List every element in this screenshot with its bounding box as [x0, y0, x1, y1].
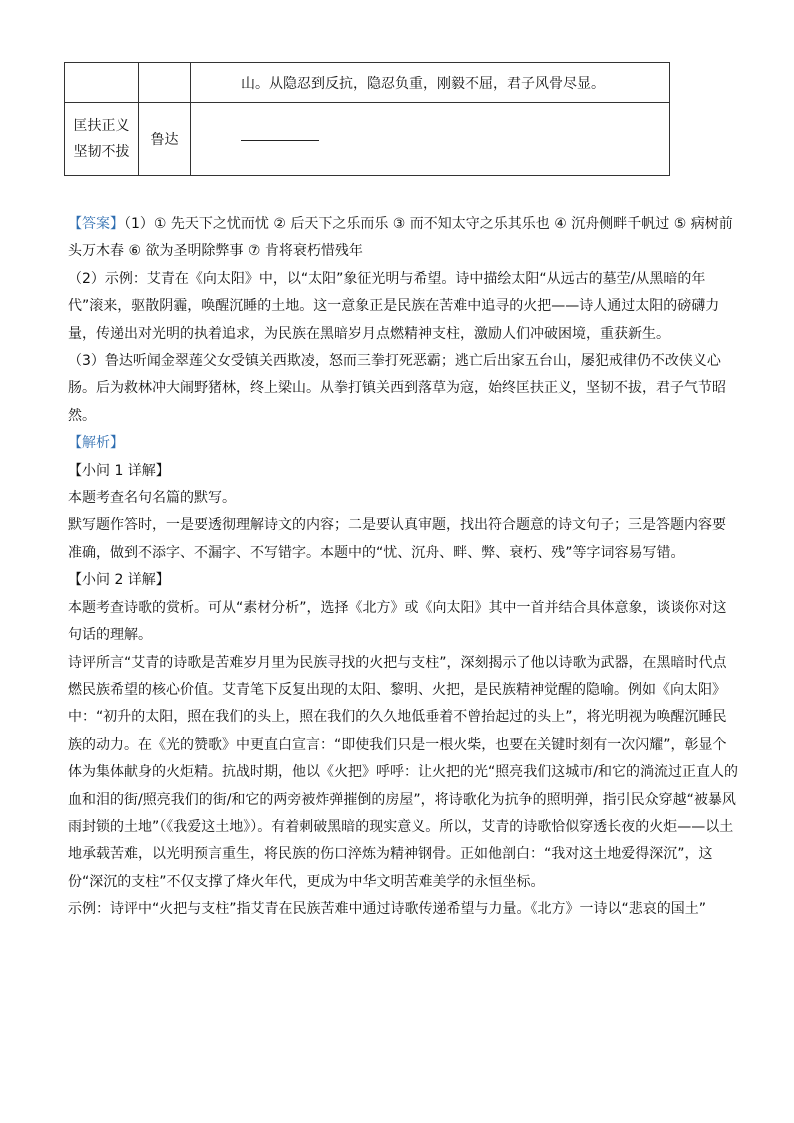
cell-text: 山。从隐忍到反抗，隐忍负重，刚毅不屈，君子风骨尽显。: [241, 75, 605, 92]
q1-paragraph-2: 默写题作答时，一是要透彻理解诗文的内容；二是要认真审题，找出符合题意的诗文句子；三是答题内容要准确，做到不添字、不漏字、不写错字。本题中的“忧、沉舟、畔、弊、衰朽、残”等字词容易写错。: [68, 517, 726, 561]
answer-p1-text: （1）① 先天下之忧而忧 ② 后天下之乐而乐 ③ 而不知太守之乐其乐也 ④ 沉舟侧畔千帆过 ⑤ 病树前头万木春 ⑥ 欲为圣明除弊事 ⑦ 肯将衰朽惜残年: [68, 216, 733, 260]
answer-section: [68, 211, 738, 924]
q2-heading: 【小问 2 详解】: [68, 572, 170, 589]
q2-paragraph-2: 诗评所言“艾青的诗歌是苦难岁月里为民族寻找的火把与支柱”，深刻揭示了他以诗歌为武器，在黑暗时代点燃民族希望的核心价值。艾青笔下反复出现的太阳、黎明、火把，是民族精神觉醒的隐喻。例如《向太阳》中：“初升的太阳，照在我们的头上，照在我们的久久地低垂着不曾抬起过的头上”，将光明视为唤醒沉睡民族的动力。在《光的赞歌》中更直白宣言：“即使我们只是一根火柴，也要在关键时刻有一次闪耀”，彰显个体为集体献身的火炬精。抗战时期，他以《火把》呼呼：让火把的光“照亮我们这城市/和它的淌流过正直人的血和泪的街/照亮我们的街/和它的两旁被炸弹摧倒的房屋”，将诗歌化为抗争的照明弹，指引民众穿越“被暴风雨封锁的土地”（《我爱这土地》）。有着刺破黑暗的现实意义。所以，艾青的诗歌恰似穿透长夜的火炬——以土地承载苦难，以光明预言重生，将民族的伤口淬炼为精神钢骨。正如他剖白：“我对这土地爱得深沉”，这份“深沉的支柱”不仅支撑了烽火年代，更成为中华文明苦难美学的永恒坐标。: [68, 654, 738, 890]
character-table: [64, 62, 670, 176]
table-cell: [65, 63, 139, 103]
answer-blank-cell: [191, 103, 670, 176]
character-name-cell: [139, 103, 191, 176]
answer-paragraph-3: （3）鲁达听闻金翠莲父女受镇关西欺凌，怒而三拳打死恶霸；逃亡后出家五台山，屡犯戒律仍不改侠义心肠。后为救林冲大闹野猪林，终上梁山。从拳打镇关西到落草为寇，始终匡扶正义，坚韧不拔，君子气节昭然。: [68, 353, 726, 424]
answer-tag: 【答案】: [68, 216, 124, 232]
trait-line-1: 匡扶正义: [73, 118, 130, 134]
q1-paragraph-1: 本题考查名句名篇的默写。: [68, 490, 236, 507]
answer-blank-line: [241, 138, 319, 141]
character-name: 鲁达: [150, 132, 179, 148]
q1-heading: 【小问 1 详解】: [68, 462, 170, 479]
trait-line-2: 坚韧不拔: [73, 144, 130, 160]
q2-paragraph-3: 示例：诗评中“火把与支柱”指艾青在民族苦难中通过诗歌传递希望与力量。《北方》一诗以“悲哀的国土”: [68, 901, 707, 918]
table-cell: [139, 63, 191, 103]
table-row: [65, 63, 670, 103]
q2-paragraph-1: 本题考查诗歌的赏析。可从“素材分析”，选择《北方》或《向太阳》其中一首并结合具体意象，谈谈你对这句话的理解。: [68, 599, 727, 644]
table-cell: [65, 103, 139, 176]
table-row: [65, 103, 670, 176]
answer-paragraph-1: [68, 211, 738, 266]
answer-paragraph-2: （2）示例：艾青在《向太阳》中，以“太阳”象征光明与希望。诗中描绘太阳“从远古的墓茔/从黑暗的年代”滚来，驱散阴霾，唤醒沉睡的土地。这一意象正是民族在苦难中追寻的火把——诗人通过太阳的磅礴力量，传递出对光明的执着追求，为民族在黑暗岁月点燃精神支柱，激励人们冲破困境，重获新生。: [68, 270, 720, 342]
analysis-tag: 【解析】: [68, 435, 124, 452]
table-cell: [191, 63, 670, 103]
